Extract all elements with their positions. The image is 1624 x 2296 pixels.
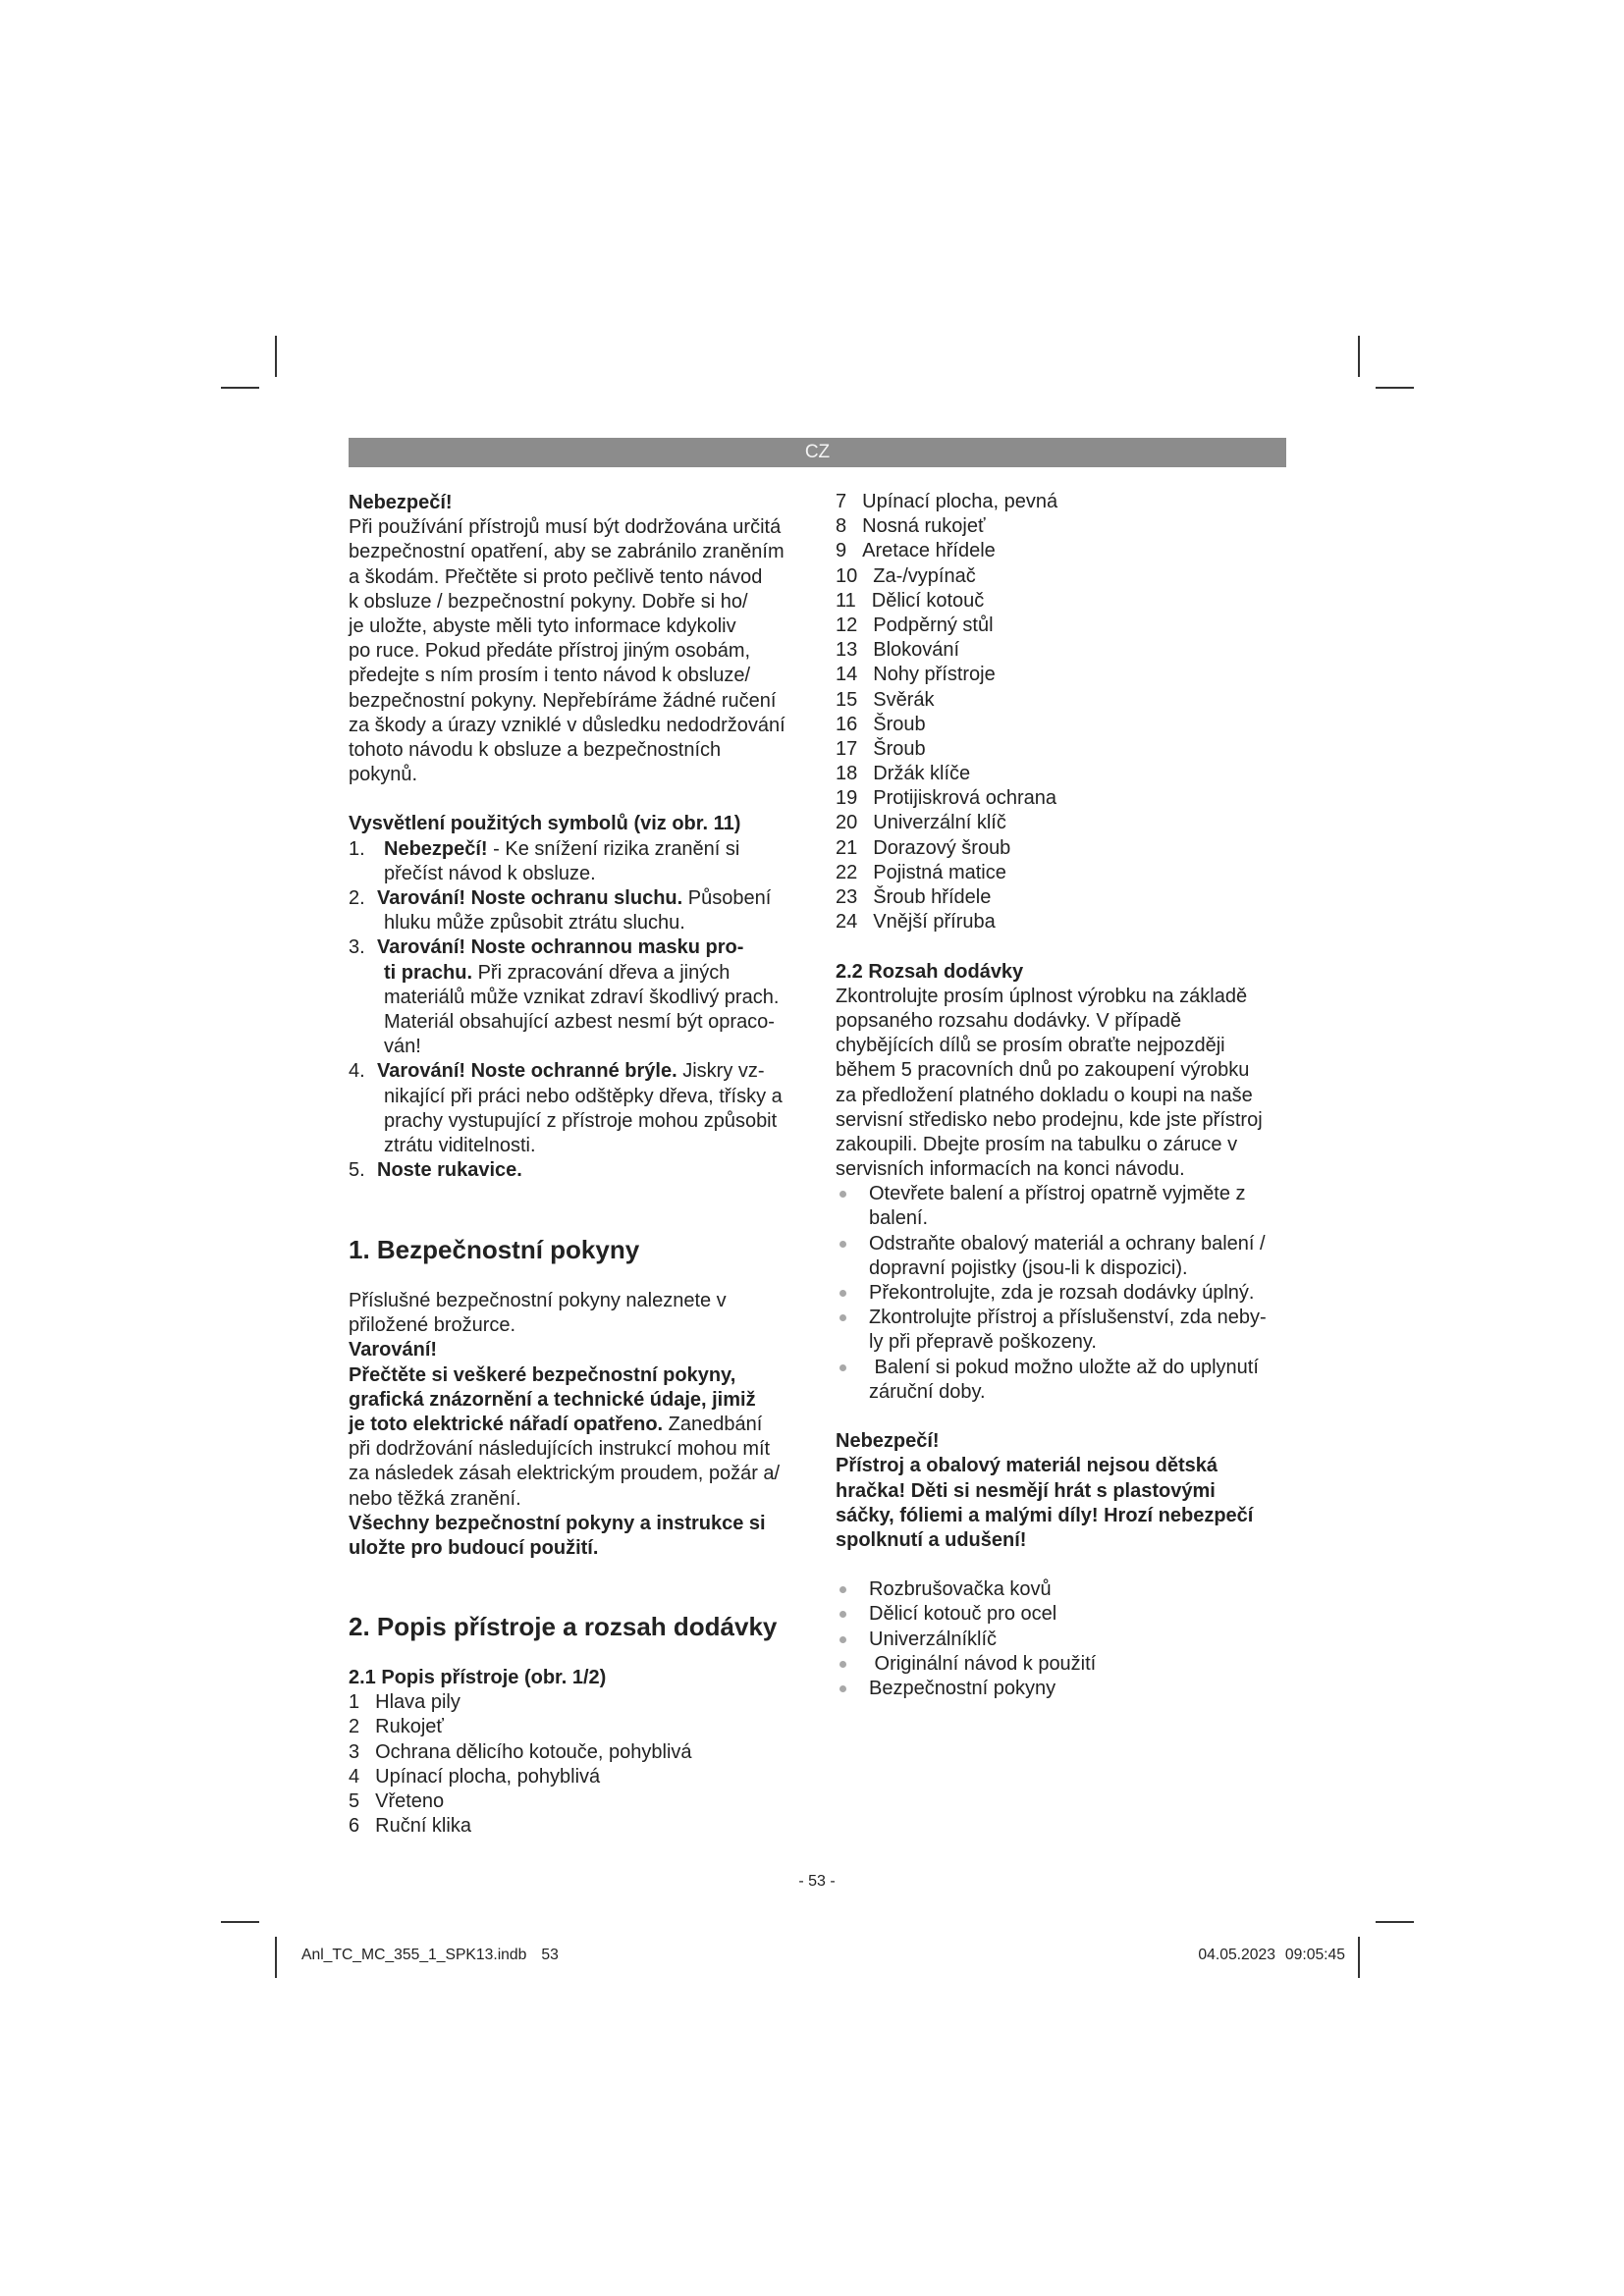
bold-text: Nebezpečí! [384, 837, 488, 860]
paragraph-line: a škodám. Přečtěte si proto pečlivě tento návod [349, 565, 763, 588]
part-number: 19 [836, 787, 858, 810]
part-number: 5 [349, 1789, 360, 1812]
bullet-line: Originální návod k použití [869, 1652, 1097, 1675]
bullet-line: záruční doby. [869, 1380, 986, 1403]
part-list-item [836, 713, 1287, 737]
symbols-title: Vysvětlení použitých symbolů (viz obr. 11) [349, 813, 741, 835]
part-label: Šroub [873, 713, 926, 735]
text-line [349, 1158, 810, 1183]
bullet-line: Zkontrolujte přístroj a příslušenství, zda neby- [869, 1307, 1267, 1329]
danger-title: Nebezpečí! [349, 492, 453, 513]
part-list-item [349, 1789, 810, 1814]
text-run: při dodržování následujících instrukcí mohou mít [349, 1438, 771, 1461]
paragraph-line: za předložení platného dokladu o koupi na naše [836, 1084, 1253, 1106]
part-label: Podpěrný stůl [873, 614, 994, 636]
text-line [349, 837, 810, 862]
bullet-list-item [836, 1182, 1287, 1231]
part-number: 20 [836, 812, 858, 834]
footer-file-info [301, 1946, 559, 1965]
part-number: 21 [836, 836, 858, 859]
part-number: 17 [836, 737, 858, 760]
part-list-item [836, 539, 1287, 563]
bullet-line: ly při přepravě poškozeny. [869, 1331, 1097, 1354]
bullet-icon [839, 1241, 846, 1248]
crop-mark-top-right-vertical [1358, 336, 1360, 377]
bullet-list-item [836, 1281, 1287, 1306]
footer-time: 09:05:45 [1284, 1947, 1345, 1963]
paragraph-line: chybějících dílů se prosím obraťte nejpozději [836, 1035, 1225, 1057]
text-line [349, 1289, 810, 1313]
part-number: 3 [349, 1740, 360, 1763]
part-number: 8 [836, 515, 847, 538]
part-number: 24 [836, 911, 858, 934]
list-number: 4. [349, 1060, 365, 1083]
part-number: 23 [836, 886, 858, 908]
footer-file-name: Anl_TC_MC_355_1_SPK13.indb [301, 1947, 527, 1963]
part-list-item [349, 1765, 810, 1789]
bold-text: je toto elektrické nářadí opatřeno. [349, 1413, 664, 1435]
part-list-item [836, 762, 1287, 786]
part-label: Pojistná matice [873, 861, 1006, 883]
symbol-list-item [349, 1059, 810, 1158]
part-list-item [836, 614, 1287, 638]
text-run: Při zpracování dřeva a jiných [472, 961, 731, 984]
part-number: 2 [349, 1716, 360, 1738]
crop-mark-bottom-right-vertical [1358, 1937, 1360, 1978]
bullet-line: Univerzálníklíč [869, 1628, 998, 1650]
text-line [349, 1085, 810, 1109]
footer-timestamp [1198, 1946, 1345, 1965]
text-run: Působení [682, 887, 772, 909]
text-run: Příslušné bezpečnostní pokyny naleznete v [349, 1290, 727, 1311]
bullet-list-item [836, 1306, 1287, 1355]
text-line [349, 1059, 810, 1084]
paragraph-line: popsaného rozsahu dodávky. V případě [836, 1009, 1182, 1032]
text-run: prachy vystupující z přístroje mohou způsobit [384, 1109, 778, 1132]
text-line [349, 1487, 810, 1512]
crop-mark-top-right-horizontal [1376, 387, 1414, 389]
bold-text: Všechny bezpečnostní pokyny a instrukce si [349, 1512, 766, 1534]
bullet-icon [839, 1314, 846, 1321]
right-column [836, 490, 1287, 1701]
bold-text: grafická znázornění a technické údaje, jimiž [349, 1388, 756, 1411]
part-list-item [836, 910, 1287, 934]
warning-line: spolknutí a udušení! [836, 1528, 1027, 1551]
part-list-item [836, 811, 1287, 835]
text-line [349, 1010, 810, 1035]
paragraph-line: během 5 pracovních dnů po zakoupení výrobku [836, 1059, 1250, 1082]
part-number: 16 [836, 713, 858, 735]
part-list-item [349, 1690, 810, 1715]
part-label: Dělicí kotouč [871, 589, 985, 612]
text-run: Jiskry vz- [677, 1060, 765, 1083]
bold-text: uložte pro budoucí použití. [349, 1536, 599, 1559]
text-line [349, 935, 810, 960]
text-line [349, 911, 810, 935]
list-number: 5. [349, 1159, 365, 1182]
part-list-item [836, 638, 1287, 663]
subsection-heading-device: 2.1 Popis přístroje (obr. 1/2) [349, 1667, 607, 1688]
part-number: 18 [836, 763, 858, 785]
bullet-list-item [836, 1628, 1287, 1652]
text-line [349, 1338, 810, 1362]
part-label: Držák klíče [873, 763, 971, 785]
part-label: Ochrana dělicího kotouče, pohyblivá [375, 1740, 692, 1763]
bullet-line: Překontrolujte, zda je rozsah dodávky úplný. [869, 1282, 1255, 1304]
text-run: - Ke snížení rizika zranění si [487, 837, 740, 860]
bold-text: ti prachu. [384, 961, 473, 984]
text-run: materiálů může vznikat zdraví škodlivý prach. [384, 986, 780, 1008]
blank-line [836, 1553, 1287, 1577]
list-number: 2. [349, 887, 365, 909]
text-line [349, 986, 810, 1010]
bullet-list-item [836, 1652, 1287, 1677]
paragraph-line: za škody a úrazy vzniklé v důsledku nedodržování [349, 714, 785, 736]
language-code: CZ [804, 442, 831, 462]
bold-text: Přečtěte si veškeré bezpečnostní pokyny, [349, 1363, 736, 1386]
bullet-line: Otevřete balení a přístroj opatrně vyjměte z [869, 1183, 1246, 1205]
part-label: Svěrák [873, 688, 935, 711]
part-number: 13 [836, 639, 858, 662]
part-label: Šroub hřídele [873, 886, 992, 908]
part-number: 22 [836, 861, 858, 883]
part-number: 14 [836, 664, 858, 686]
bullet-line: Odstraňte obalový materiál a ochrany balení / [869, 1232, 1266, 1255]
part-label: Šroub [873, 737, 926, 760]
symbol-list-item [349, 1158, 810, 1183]
bullet-icon [839, 1364, 846, 1371]
part-label: Za-/vypínač [873, 564, 976, 587]
bullet-line: balení. [869, 1207, 929, 1230]
part-number: 15 [836, 688, 858, 711]
paragraph-line: po ruce. Pokud předáte přístroj jiným osobám, [349, 640, 751, 663]
paragraph-line: servisních informacích na konci návodu. [836, 1158, 1185, 1181]
part-label: Univerzální klíč [873, 812, 1006, 834]
list-number: 3. [349, 936, 365, 959]
blank-line [349, 787, 810, 812]
part-label: Aretace hřídele [862, 540, 996, 562]
part-number: 10 [836, 564, 858, 587]
paragraph-line: pokynů. [349, 764, 418, 786]
text-line [349, 1413, 810, 1437]
bold-text: Varování! Noste ochranné brýle. [377, 1060, 677, 1083]
bullet-list-item [836, 1677, 1287, 1701]
part-number: 4 [349, 1765, 360, 1788]
symbol-list [349, 837, 810, 1184]
paragraph-line: k obsluze / bezpečnostní pokyny. Dobře si ho/ [349, 590, 748, 613]
part-label: Hlava pily [375, 1691, 460, 1714]
section-heading-description: 2. Popis přístroje a rozsah dodávky [349, 1612, 778, 1641]
symbol-list-item [349, 837, 810, 886]
part-label: Nosná rukojeť [862, 515, 986, 538]
bullet-list-item [836, 1232, 1287, 1281]
blank-line [836, 1405, 1287, 1429]
device-description-block [349, 1666, 810, 1839]
warning-line: sáčky, fóliemi a malými díly! Hrozí nebezpečí [836, 1504, 1254, 1526]
bold-text: Varování! Noste ochranu sluchu. [377, 887, 683, 909]
part-label: Vřeteno [375, 1789, 445, 1812]
part-list-item [836, 490, 1287, 514]
bullet-icon [839, 1661, 846, 1668]
warning-line: Přístroj a obalový materiál nejsou dětská [836, 1455, 1218, 1477]
part-list-item [836, 514, 1287, 539]
text-line [349, 886, 810, 911]
crop-mark-top-left-horizontal [221, 387, 259, 389]
part-list-item [836, 737, 1287, 762]
bullet-line: Rozbrušovačka kovů [869, 1578, 1052, 1601]
part-list-item [836, 564, 1287, 589]
part-label: Ruční klika [375, 1815, 471, 1838]
part-number: 11 [836, 589, 856, 612]
bullet-icon [839, 1685, 846, 1692]
symbol-list-item [349, 886, 810, 935]
crop-mark-top-left-vertical [275, 336, 277, 377]
subsection-heading-delivery: 2.2 Rozsah dodávky [836, 960, 1024, 983]
language-bar [349, 438, 1286, 467]
bullet-icon [839, 1636, 846, 1643]
paragraph-line: servisní středisko nebo prodejnu, kde jste přístroj [836, 1108, 1263, 1131]
section-heading-safety: 1. Bezpečnostní pokyny [349, 1235, 640, 1264]
text-line [349, 1363, 810, 1388]
part-list-item [836, 861, 1287, 885]
list-number: 1. [349, 837, 365, 860]
part-label: Upínací plocha, pohyblivá [375, 1765, 601, 1788]
part-list-item [836, 663, 1287, 687]
crop-mark-bottom-left-vertical [275, 1937, 277, 1978]
part-list-item [349, 1814, 810, 1839]
bold-text: Noste rukavice. [377, 1159, 522, 1182]
bold-text: Varování! Noste ochrannou masku pro- [377, 936, 744, 959]
part-label: Protijiskrová ochrana [873, 787, 1056, 810]
text-line [349, 1134, 810, 1158]
bullet-list-item [836, 1356, 1287, 1405]
text-line [349, 961, 810, 986]
text-run: Materiál obsahující azbest nesmí být opraco- [384, 1010, 775, 1033]
bullet-list-item [836, 1577, 1287, 1602]
bold-text: Varování! [349, 1339, 438, 1362]
text-run: ztrátu viditelnosti. [384, 1134, 536, 1156]
safety-intro-block [349, 491, 810, 1183]
bullet-icon [839, 1611, 846, 1618]
paragraph-line: zakoupili. Dbejte prosím na tabulku o záruce v [836, 1133, 1238, 1155]
part-label: Nohy přístroje [873, 664, 996, 686]
part-number: 7 [836, 491, 847, 512]
paragraph-line: předejte s ním prosím i tento návod k obsluze/ [349, 665, 751, 687]
symbol-list-item [349, 935, 810, 1059]
blank-line [836, 934, 1287, 959]
text-run: přiložené brožurce. [349, 1314, 516, 1337]
text-line [349, 1388, 810, 1413]
text-run: za následek zásah elektrickým proudem, požár a/ [349, 1463, 781, 1485]
text-line [349, 1536, 810, 1561]
warning-line: hračka! Děti si nesmějí hrát s plastovými [836, 1479, 1216, 1502]
part-number: 9 [836, 540, 847, 562]
part-list-item [836, 688, 1287, 713]
text-line [349, 1109, 810, 1134]
part-list-item [349, 1715, 810, 1739]
text-run: hluku může způsobit ztrátu sluchu. [384, 912, 685, 934]
part-list-item [836, 786, 1287, 811]
paragraph-line: bezpečnostní pokyny. Nepřebíráme žádné ručení [349, 689, 777, 712]
footer-date: 04.05.2023 [1198, 1947, 1275, 1963]
crop-mark-bottom-right-horizontal [1376, 1921, 1414, 1923]
part-number: 6 [349, 1815, 360, 1838]
footer-page: 53 [541, 1947, 559, 1963]
text-run: nebo těžká zranění. [349, 1487, 521, 1510]
paragraph-line: bezpečnostní opatření, aby se zabránilo zraněním [349, 541, 785, 563]
bullet-icon [839, 1290, 846, 1297]
bullet-line: Dělicí kotouč pro ocel [869, 1603, 1057, 1626]
crop-mark-bottom-left-horizontal [221, 1921, 259, 1923]
part-list-item [836, 885, 1287, 910]
part-label: Rukojeť [375, 1716, 444, 1738]
text-line [349, 862, 810, 886]
paragraph-line: je uložte, abyste měli tyto informace kdykoliv [349, 614, 736, 637]
part-list-item [349, 1740, 810, 1765]
paragraph-line: tohoto návodu k obsluze a bezpečnostních [349, 738, 722, 761]
text-line [349, 1035, 810, 1059]
text-run: přečíst návod k obsluze. [384, 862, 596, 884]
text-run: Zanedbání [663, 1413, 763, 1435]
safety-instructions-block [349, 1289, 810, 1561]
part-label: Upínací plocha, pevná [862, 491, 1058, 512]
text-run: nikající při práci nebo odštěpky dřeva, třísky a [384, 1085, 783, 1107]
text-line [349, 1512, 810, 1536]
part-list-item [836, 836, 1287, 861]
part-label: Blokování [873, 639, 960, 662]
paragraph-line: Zkontrolujte prosím úplnost výrobku na základě [836, 985, 1248, 1007]
bullet-line: dopravní pojistky (jsou-li k dispozici). [869, 1256, 1188, 1279]
part-label: Dorazový šroub [873, 836, 1011, 859]
text-line [349, 1437, 810, 1462]
bullet-icon [839, 1586, 846, 1593]
bullet-icon [839, 1191, 846, 1198]
part-label: Vnější příruba [873, 911, 996, 934]
paragraph-line: Při používání přístrojů musí být dodržována určitá [349, 516, 782, 539]
text-line [349, 1313, 810, 1338]
bullet-line: Balení si pokud možno uložte až do uplynutí [869, 1356, 1259, 1378]
part-list-item [836, 589, 1287, 614]
text-line [349, 1462, 810, 1486]
warning-title: Nebezpečí! [836, 1430, 940, 1453]
bullet-line: Bezpečnostní pokyny [869, 1678, 1056, 1699]
part-number: 1 [349, 1691, 360, 1714]
bullet-list-item [836, 1602, 1287, 1627]
part-number: 12 [836, 614, 858, 636]
text-run: ván! [384, 1036, 421, 1058]
page-number: - 53 - [798, 1873, 836, 1890]
